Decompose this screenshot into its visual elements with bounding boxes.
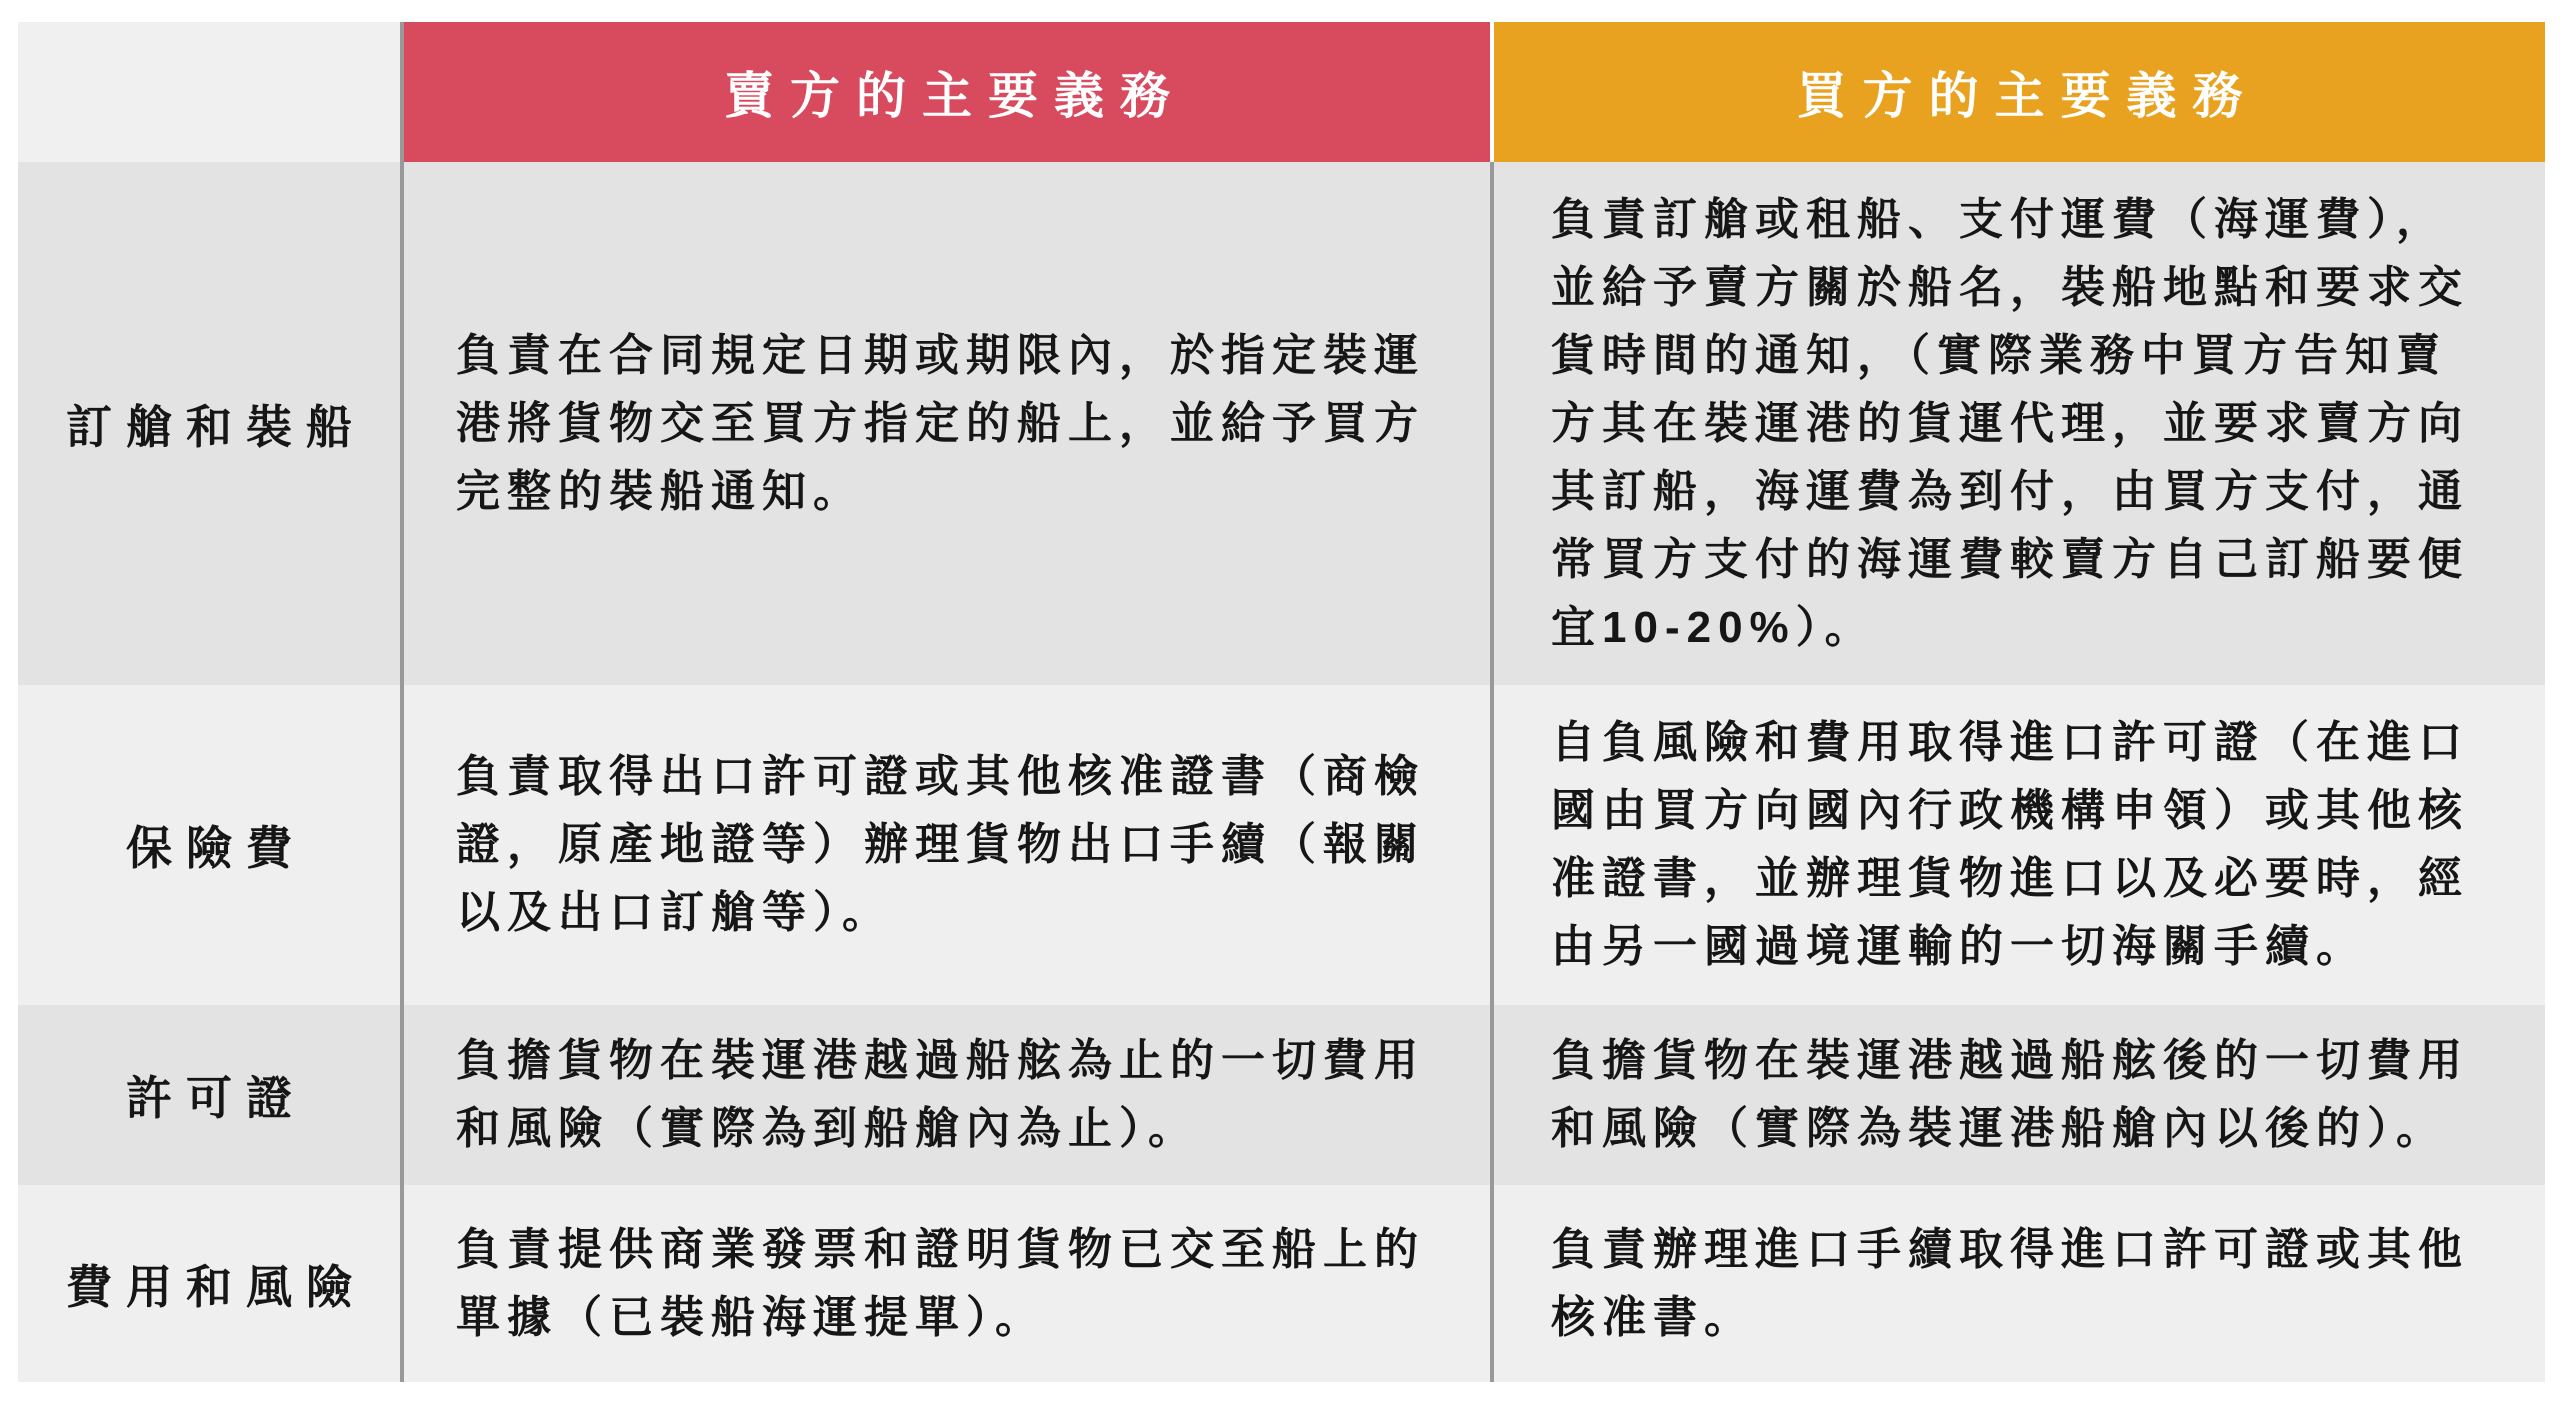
- row-1-seller-cell: [400, 162, 1490, 685]
- row-3-buyer-cell: [1490, 1005, 2545, 1185]
- row-3-label-cell: [18, 1005, 400, 1185]
- row-3-buyer-text: 負擔貨物在裝運港越過船舷後的一切費用和風險（實際為裝運港船艙內以後的）。: [1551, 1036, 2469, 1153]
- row-3-seller-cell: [400, 1005, 1490, 1185]
- row-4-seller-text: 負責提供商業發票和證明貨物已交至船上的單據（已裝船海運提單）。: [456, 1224, 1425, 1342]
- row-4-buyer-cell: [1490, 1185, 2545, 1382]
- fob-obligations-table: [18, 22, 2545, 1382]
- header-corner-cell: [18, 22, 400, 162]
- header-seller-cell: [400, 22, 1490, 162]
- row-3-label: 許可證: [126, 1072, 306, 1124]
- row-4-seller-cell: [400, 1185, 1490, 1382]
- row-1-label-cell: [18, 162, 400, 685]
- row-1-buyer-text: 負責訂艙或租船、支付運費（海運費），並給予賣方關於船名，裝船地點和要求交貨時間的通知，（實際業務中買方告知賣方其在裝運港的貨運代理，並要求賣方向其訂船，海運費為到付，由買方支付，通常買方支付的海運費較賣方自己訂船要便宜10-20%）。: [1551, 194, 2469, 652]
- row-1-seller-text: 負責在合同規定日期或期限內，於指定裝運港將貨物交至買方指定的船上，並給予買方完整的裝船通知。: [456, 330, 1425, 516]
- row-4-buyer-text: 負責辦理進口手續取得進口許可證或其他核准書。: [1551, 1224, 2469, 1342]
- header-buyer-cell: [1490, 22, 2545, 162]
- row-2-seller-cell: [400, 685, 1490, 1005]
- row-2-label: 保險費: [126, 822, 306, 874]
- row-1-label: 訂艙和裝船: [66, 400, 366, 453]
- row-4-label-cell: [18, 1185, 400, 1382]
- header-buyer-label: 買方的主要義務: [1796, 68, 2259, 124]
- row-3-seller-text: 負擔貨物在裝運港越過船舷為止的一切費用和風險（實際為到船艙內為止）。: [456, 1036, 1425, 1153]
- row-4-label: 費用和風險: [66, 1260, 366, 1313]
- row-2-seller-text: 負責取得出口許可證或其他核准證書（商檢證，原產地證等）辦理貨物出口手續（報關以及出口訂艙等）。: [456, 752, 1425, 937]
- header-seller-label: 賣方的主要義務: [724, 68, 1186, 124]
- row-1-buyer-cell: [1490, 162, 2545, 685]
- row-2-buyer-text: 自負風險和費用取得進口許可證（在進口國由買方向國內行政機構申領）或其他核准證書，並辦理貨物進口以及必要時，經由另一國過境運輸的一切海關手續。: [1551, 718, 2469, 971]
- row-2-buyer-cell: [1490, 685, 2545, 1005]
- row-2-label-cell: [18, 685, 400, 1005]
